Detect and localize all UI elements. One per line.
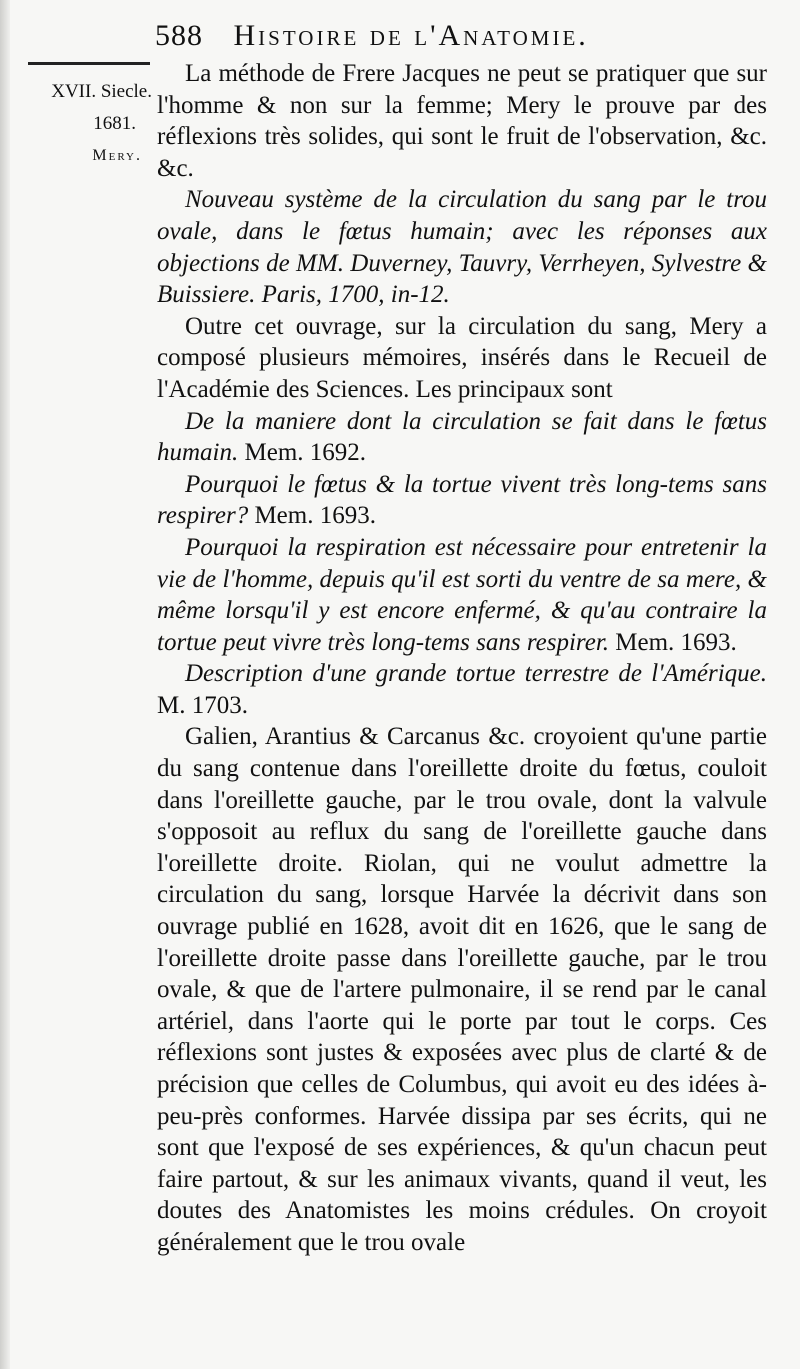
memoir-title <box>157 469 767 532</box>
memoir-ref: Mem. 1693. <box>254 502 376 530</box>
margin-rule <box>28 62 150 65</box>
paragraph: Outre cet ouvrage, sur la circulation du sang, Mery a composé plusieurs mémoires, insérés dans le Recueil de l'Académie des Sciences. Les principaux sont <box>157 312 767 403</box>
memoir-title <box>157 532 767 658</box>
memoir-title-text: Description d'une grande tortue terrestre de l'Amérique. <box>185 660 767 688</box>
running-title: Histoire de l'Anatomie. <box>233 19 589 52</box>
margin-author: Mery. <box>92 147 142 164</box>
memoir-title <box>157 658 767 721</box>
paragraph: Galien, Arantius & Carcanus &c. croyoient qu'une partie du sang contenue dans l'oreillette droite du fœtus, couloit dans l'oreillette gauche, par le trou ovale, dont la valvule s'opposoit au reflux du sang de l'oreillette gauche dans l'oreillette droite. Riolan, qui ne voulut admettre la circulation du sang, lorsque Harvée la décrivit dans son ouvrage publié en 1628, avoit dit en 1626, que le sang de l'oreillette droite passe dans l'oreillette gauche, par le trou ovale, & que de l'artere pulmonaire, il se rend par le canal artériel, dans l'aorte qui le porte par tout le corps. Ces réflexions sont justes & exposées avec plus de clarté & de précision que celles de Columbus, qui avoit eu des idées à-peu-près conformes. Harvée dissipa par ses écrits, qui ne sont que l'exposé de ses expériences, & qu'un chacun peut faire partout, & sur les animaux vivants, quand il veut, les doutes des Anatomistes les moins crédules. On croyoit généralement que le trou ovale <box>157 723 767 1256</box>
memoir-title-text: Pourquoi le fœtus & la tortue vivent très long-tems sans respirer? <box>157 470 767 530</box>
margin-notes <box>12 76 152 172</box>
bibliography-entry: Nouveau système de la circulation du sang par le trou ovale, dans le fœtus humain; avec les réponses aux objections de MM. Duverney, Tauvry, Verrheyen, Sylvestre & Buissiere. Paris, 1700, in-12. <box>157 186 767 309</box>
memoir-title <box>157 406 767 469</box>
margin-year: 1681. <box>93 113 136 134</box>
memoir-ref: Mem. 1693. <box>615 628 737 656</box>
page-number: 588 <box>155 19 203 52</box>
margin-century: XVII. Siecle. <box>51 81 152 102</box>
memoir-ref: M. 1703. <box>157 691 248 719</box>
page-header <box>155 18 775 54</box>
memoir-title-text: Pourquoi la respiration est nécessaire pour entretenir la vie de l'homme, depuis qu'il est sorti du ventre de sa mere, & même lorsqu'il y est encore enfermé, & qu'au contraire la tortue peut vivre très long-tems sans respirer. <box>157 533 767 656</box>
memoir-title-text: De la maniere dont la circulation se fait dans le fœtus humain. <box>157 407 767 467</box>
memoir-ref: Mem. 1692. <box>244 439 367 467</box>
page-spine-shadow <box>0 0 10 1369</box>
paragraph: La méthode de Frere Jacques ne peut se pratiquer que sur l'homme & non sur la femme; Mery le prouve par des réflexions très solides, qui sont le fruit de l'observation, &c. &c. <box>157 60 767 182</box>
body-text <box>157 58 767 1259</box>
